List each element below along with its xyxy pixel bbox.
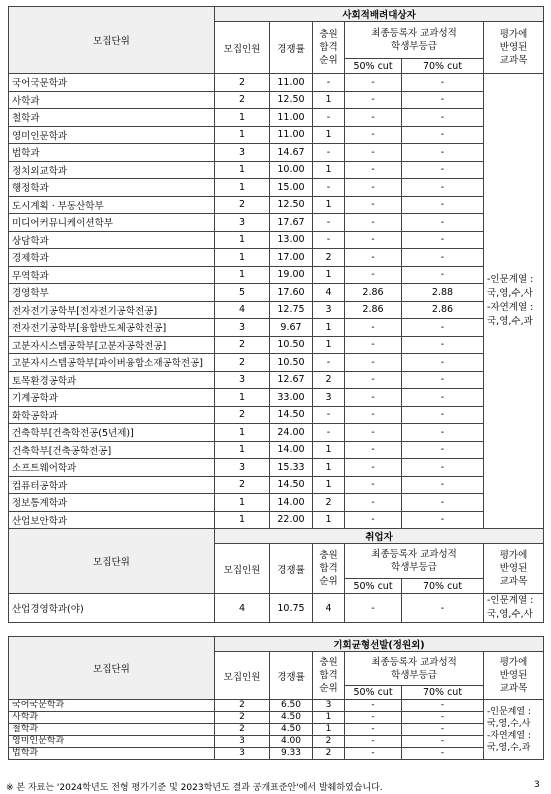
cut70-cell: - [402,424,484,442]
rank-cell: - [313,179,345,197]
grade-group-header: 최종등록자 교과성적 학생부등급 [345,652,484,686]
subjects-header: 평가에 반영된 교과목 [484,652,544,700]
ratio-cell: 12.50 [270,196,313,214]
rank-cell: 2 [313,371,345,389]
rank-cell: 3 [313,700,345,712]
ratio-cell: 4.00 [270,736,313,748]
rank-cell: - [313,231,345,249]
table-row [9,354,544,372]
ratio-cell: 17.67 [270,214,313,232]
grade-group-header: 최종등록자 교과성적 학생부등급 [345,22,484,59]
cut70-cell: - [402,441,484,459]
unit-cell: 영미인문학과 [9,736,215,748]
table-row [9,109,544,127]
quota-cell: 1 [215,179,270,197]
cut50-cell: - [345,196,402,214]
quota-header: 모집인원 [215,652,270,700]
table-row [9,91,544,109]
quota-cell: 4 [215,594,270,623]
cut50-cell: - [345,144,402,162]
cut70-cell: - [402,91,484,109]
rank-cell: 1 [313,476,345,494]
ratio-cell: 33.00 [270,389,313,407]
ratio-cell: 14.00 [270,441,313,459]
cut50-header: 50% cut [345,59,402,74]
quota-header: 모집인원 [215,22,270,74]
rank-cell: 1 [313,266,345,284]
cut70-cell: - [402,712,484,724]
unit-header: 모집단위 [9,7,215,74]
table-row [9,74,544,92]
cut70-cell: - [402,371,484,389]
cut70-cell: - [402,336,484,354]
quota-header: 모집인원 [215,544,270,594]
ratio-cell: 19.00 [270,266,313,284]
ratio-cell: 15.33 [270,459,313,477]
table-row [9,700,544,712]
cut50-cell: - [345,494,402,512]
unit-cell: 컴퓨터공학과 [9,476,215,494]
quota-cell: 3 [215,144,270,162]
cut50-header: 50% cut [345,579,402,594]
ratio-cell: 12.75 [270,301,313,319]
cut50-cell: - [345,126,402,144]
table-row [9,594,544,623]
cut70-cell: - [402,179,484,197]
cut50-header: 50% cut [345,686,402,700]
page-number: 3 [534,780,540,790]
unit-cell: 철학과 [9,109,215,127]
cut50-cell: - [345,424,402,442]
cut50-cell: - [345,74,402,92]
rank-header: 충원 합격 순위 [313,652,345,700]
unit-cell: 건축학부[건축학전공(5년제)] [9,424,215,442]
cut50-cell: - [345,724,402,736]
unit-cell: 산업경영학과(야) [9,594,215,623]
rank-cell: 1 [313,91,345,109]
table-row [9,126,544,144]
cut70-cell: - [402,231,484,249]
table-row [9,266,544,284]
unit-cell: 전자전기공학부[융합반도체공학전공] [9,319,215,337]
ratio-cell: 12.67 [270,371,313,389]
rank-cell: 1 [313,336,345,354]
unit-cell: 정보통계학과 [9,494,215,512]
unit-cell: 미디어커뮤니케이션학부 [9,214,215,232]
ratio-cell: 6.50 [270,700,313,712]
cut50-cell: - [345,109,402,127]
unit-cell: 무역학과 [9,266,215,284]
rank-cell: - [313,424,345,442]
rank-cell: - [313,406,345,424]
cut70-header: 70% cut [402,686,484,700]
unit-cell: 토목환경공학과 [9,371,215,389]
quota-cell: 1 [215,494,270,512]
quota-cell: 2 [215,406,270,424]
unit-cell: 사학과 [9,91,215,109]
cut70-cell: - [402,144,484,162]
cut70-cell: - [402,196,484,214]
table-row [9,179,544,197]
table-row [9,231,544,249]
rank-cell: 1 [313,126,345,144]
unit-cell: 전자전기공학부[전자전기공학전공] [9,301,215,319]
unit-cell: 고분자시스템공학부[파이버융합소재공학전공] [9,354,215,372]
table-row [9,196,544,214]
cut50-cell: - [345,179,402,197]
quota-cell: 1 [215,424,270,442]
table-row [9,494,544,512]
quota-cell: 2 [215,476,270,494]
table-row [9,389,544,407]
table-row [9,441,544,459]
cut70-cell: - [402,214,484,232]
quota-cell: 2 [215,354,270,372]
cut50-cell: - [345,406,402,424]
unit-cell: 화학공학과 [9,406,215,424]
table-row [9,371,544,389]
quota-cell: 2 [215,74,270,92]
quota-cell: 2 [215,196,270,214]
cut70-cell: - [402,389,484,407]
rank-cell: 1 [313,511,345,529]
cut70-cell: - [402,266,484,284]
rank-cell: 1 [313,724,345,736]
cut50-cell: - [345,594,402,623]
rank-cell: 2 [313,736,345,748]
cut70-cell: - [402,319,484,337]
rank-cell: 1 [313,319,345,337]
cut70-cell: - [402,354,484,372]
rank-cell: - [313,214,345,232]
table-row [9,249,544,267]
unit-cell: 건축학부[건축공학전공] [9,441,215,459]
ratio-cell: 14.50 [270,476,313,494]
unit-cell: 고분자시스템공학부[고분자공학전공] [9,336,215,354]
table-row [9,406,544,424]
cut50-cell: - [345,511,402,529]
ratio-header: 경쟁률 [270,544,313,594]
subjects-remark: -인문계열 : 국,영,수,사 -자연계열 : 국,영,수,과 [484,700,544,760]
cut70-cell: - [402,476,484,494]
ratio-cell: 4.50 [270,712,313,724]
unit-cell: 국어국문학과 [9,74,215,92]
table-row [9,319,544,337]
cut50-cell: - [345,736,402,748]
cut70-cell: - [402,459,484,477]
opportunity-balance-table [8,636,544,760]
rank-cell: 3 [313,389,345,407]
quota-cell: 2 [215,724,270,736]
cut70-cell: - [402,161,484,179]
quota-cell: 1 [215,511,270,529]
ratio-cell: 10.50 [270,336,313,354]
ratio-cell: 10.50 [270,354,313,372]
ratio-cell: 10.75 [270,594,313,623]
table-row [9,748,544,760]
cut50-cell: 2.86 [345,284,402,302]
subjects-remark: -인문계열 : 국,영,수,사 [484,594,544,623]
ratio-cell: 11.00 [270,126,313,144]
quota-cell: 2 [215,336,270,354]
unit-cell: 국어국문학과 [9,700,215,712]
footnote: ※ 본 자료는 '2024학년도 전형 평가기준 및 2023학년도 결과 공개표준안'에서 발췌하였습니다. [6,783,383,793]
rank-cell: 1 [313,459,345,477]
quota-cell: 2 [215,91,270,109]
subjects-header: 평가에 반영된 교과목 [484,22,544,74]
cut70-cell: - [402,249,484,267]
quota-cell: 3 [215,736,270,748]
table-row [9,144,544,162]
unit-cell: 경영학부 [9,284,215,302]
cut70-cell: - [402,126,484,144]
rank-header: 충원 합격 순위 [313,544,345,594]
unit-cell: 기계공학과 [9,389,215,407]
cut70-cell: - [402,736,484,748]
social-consideration-table [8,6,544,529]
cut50-cell: - [345,161,402,179]
ratio-cell: 9.67 [270,319,313,337]
cut70-cell: - [402,494,484,512]
cut70-cell: - [402,511,484,529]
quota-cell: 2 [215,700,270,712]
grade-group-header: 최종등록자 교과성적 학생부등급 [345,544,484,579]
rank-cell: 3 [313,301,345,319]
rank-cell: 1 [313,196,345,214]
rank-cell: 1 [313,712,345,724]
table-row [9,424,544,442]
rank-cell: - [313,354,345,372]
unit-cell: 정치외교학과 [9,161,215,179]
cut70-cell: - [402,594,484,623]
unit-cell: 상담학과 [9,231,215,249]
ratio-cell: 11.00 [270,109,313,127]
quota-cell: 5 [215,284,270,302]
cut50-cell: - [345,459,402,477]
ratio-cell: 12.50 [270,91,313,109]
quota-cell: 2 [215,712,270,724]
ratio-header: 경쟁률 [270,652,313,700]
unit-cell: 법학과 [9,144,215,162]
unit-cell: 법학과 [9,748,215,760]
quota-cell: 3 [215,459,270,477]
quota-cell: 1 [215,109,270,127]
cut50-cell: - [345,319,402,337]
ratio-cell: 17.00 [270,249,313,267]
ratio-cell: 14.50 [270,406,313,424]
rank-cell: - [313,144,345,162]
cut50-cell: 2.86 [345,301,402,319]
cut70-cell: - [402,724,484,736]
unit-cell: 철학과 [9,724,215,736]
rank-cell: 2 [313,494,345,512]
table-row [9,336,544,354]
cut70-cell: - [402,109,484,127]
unit-cell: 산업보안학과 [9,511,215,529]
ratio-cell: 9.33 [270,748,313,760]
cut70-cell: 2.88 [402,284,484,302]
cut50-cell: - [345,371,402,389]
ratio-cell: 11.00 [270,74,313,92]
unit-cell: 도시계획 · 부동산학부 [9,196,215,214]
cut70-cell: - [402,700,484,712]
cut50-cell: - [345,354,402,372]
ratio-cell: 22.00 [270,511,313,529]
section-title: 사회적배려대상자 [215,7,544,22]
unit-cell: 경제학과 [9,249,215,267]
quota-cell: 1 [215,126,270,144]
cut50-cell: - [345,476,402,494]
cut50-cell: - [345,441,402,459]
cut50-cell: - [345,231,402,249]
table-row [9,712,544,724]
section-title: 취업자 [215,529,544,544]
quota-cell: 1 [215,389,270,407]
ratio-cell: 4.50 [270,724,313,736]
quota-cell: 1 [215,441,270,459]
table-row [9,724,544,736]
table-row [9,161,544,179]
unit-cell: 사학과 [9,712,215,724]
employed-table [8,528,544,623]
rank-cell: 1 [313,161,345,179]
cut70-cell: - [402,406,484,424]
ratio-cell: 24.00 [270,424,313,442]
rank-cell: - [313,109,345,127]
table-row [9,736,544,748]
rank-cell: 2 [313,748,345,760]
cut50-cell: - [345,700,402,712]
cut50-cell: - [345,336,402,354]
quota-cell: 1 [215,249,270,267]
unit-cell: 영미인문학과 [9,126,215,144]
rank-header: 충원 합격 순위 [313,22,345,74]
quota-cell: 3 [215,371,270,389]
rank-cell: 4 [313,594,345,623]
ratio-cell: 10.00 [270,161,313,179]
table-row [9,284,544,302]
cut70-header: 70% cut [402,579,484,594]
quota-cell: 3 [215,748,270,760]
table-row [9,476,544,494]
quota-cell: 1 [215,266,270,284]
quota-cell: 3 [215,214,270,232]
ratio-cell: 14.67 [270,144,313,162]
cut50-cell: - [345,249,402,267]
ratio-cell: 17.60 [270,284,313,302]
table-row [9,214,544,232]
ratio-cell: 14.00 [270,494,313,512]
ratio-cell: 13.00 [270,231,313,249]
table-row [9,511,544,529]
ratio-cell: 15.00 [270,179,313,197]
cut70-cell: - [402,748,484,760]
unit-cell: 행정학과 [9,179,215,197]
quota-cell: 1 [215,161,270,179]
ratio-header: 경쟁률 [270,22,313,74]
cut50-cell: - [345,712,402,724]
unit-cell: 소프트웨어학과 [9,459,215,477]
cut50-cell: - [345,266,402,284]
cut70-cell: 2.86 [402,301,484,319]
cut50-cell: - [345,748,402,760]
quota-cell: 1 [215,231,270,249]
rank-cell: 4 [313,284,345,302]
cut50-cell: - [345,389,402,407]
rank-cell: - [313,74,345,92]
section-title: 기회균형선발(정원외) [215,637,544,652]
unit-header: 모집단위 [9,637,215,700]
cut70-header: 70% cut [402,59,484,74]
cut50-cell: - [345,214,402,232]
rank-cell: 2 [313,249,345,267]
quota-cell: 4 [215,301,270,319]
table-row [9,301,544,319]
table-row [9,459,544,477]
cut70-cell: - [402,74,484,92]
subjects-header: 평가에 반영된 교과목 [484,544,544,594]
rank-cell: 1 [313,441,345,459]
cut50-cell: - [345,91,402,109]
quota-cell: 3 [215,319,270,337]
unit-header: 모집단위 [9,529,215,594]
subjects-remark: -인문계열 : 국,영,수,사 -자연계열 : 국,영,수,과 [484,74,544,529]
